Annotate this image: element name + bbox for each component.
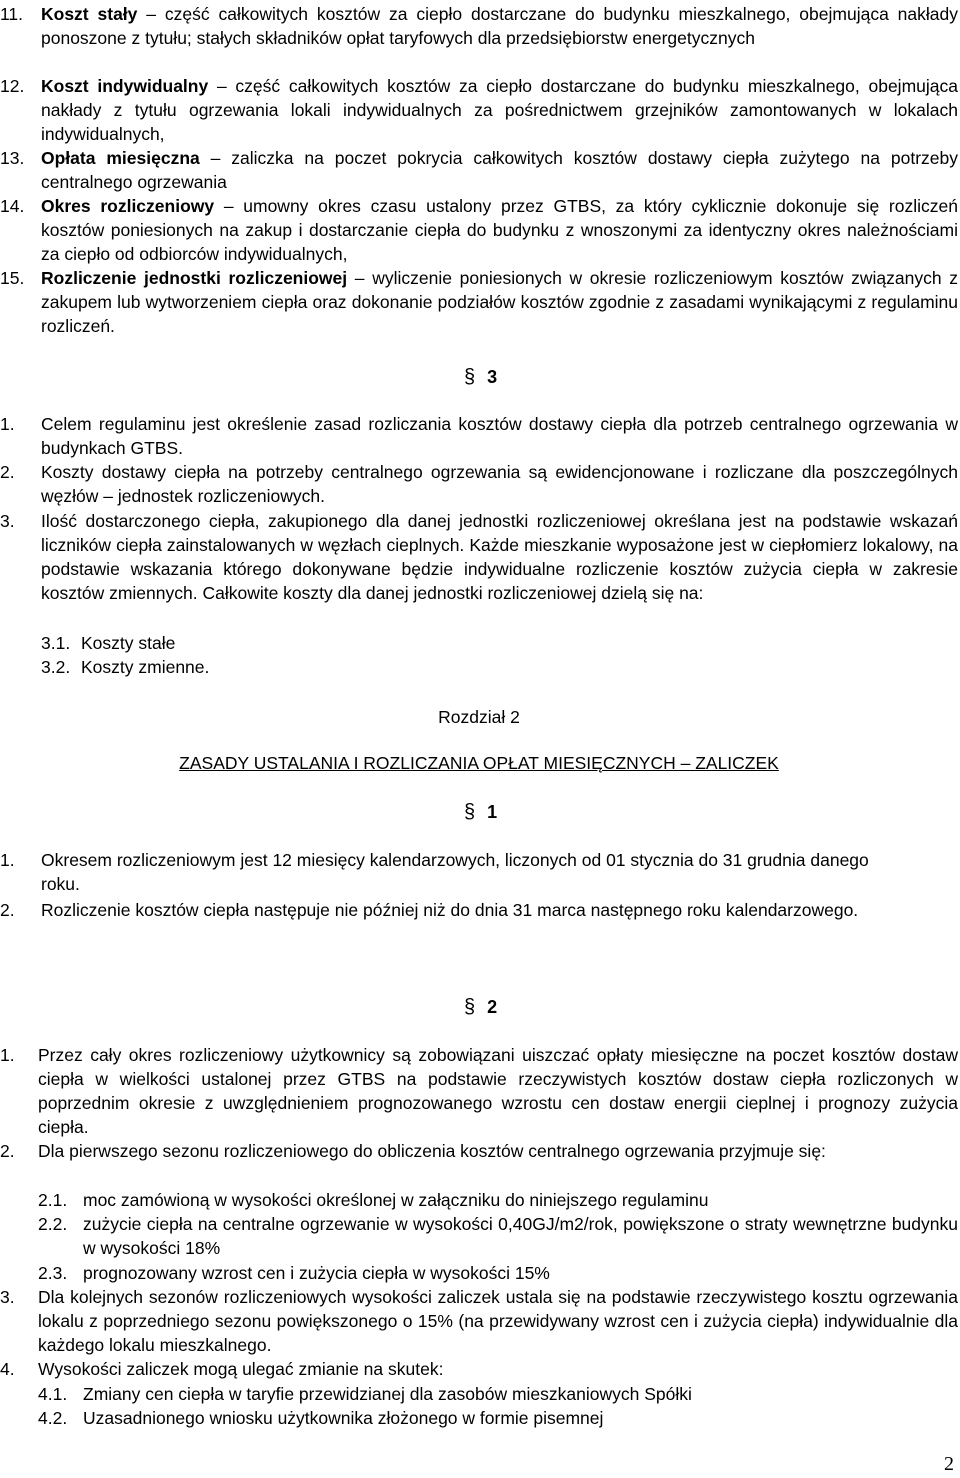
sec2-item-1	[0, 1043, 958, 1139]
definition-term: Rozliczenie jednostki rozliczeniowej	[41, 268, 348, 288]
item-text: Dla kolejnych sezonów rozliczeniowych wysokości zaliczek ustala się na podstawie rzeczywistego kosztu ogrzewania lokalu z poprzedniego sezonu powiększonego o 15% (na przewidywany wzrost cen i zużycia ciepła) indywidualnie dla każdego lokalu mieszkalnego.	[38, 1287, 958, 1355]
definition-term: Okres rozliczeniowy	[41, 196, 215, 216]
definition-text: – wyliczenie poniesionych w okresie rozliczeniowym kosztów związanych z zakupem lub wytworzeniem ciepła oraz dokonanie podziałów kosztów zgodnie z zasadami wynikającymi z regulaminu rozliczeń.	[41, 268, 958, 336]
item-number: 2.3.	[38, 1263, 68, 1283]
definition-15	[0, 266, 958, 338]
sec3-item-1	[0, 412, 958, 460]
sec2-subitem-4-1	[38, 1382, 958, 1406]
sec3-item-2	[0, 460, 958, 508]
item-text: Przez cały okres rozliczeniowy użytkownicy są zobowiązani uiszczać opłaty miesięczne na poczet kosztów dostaw ciepła w wielkości ustalonej przez GTBS na podstawie rzeczywistych kosztów dostaw ciepła rozliczonych w poprzednim okresie z uwzględnieniem prognozowanego wzrostu cen dostaw energii cieplnej i prognozy zużycia ciepła.	[38, 1045, 958, 1137]
section-sign: §	[464, 801, 476, 823]
item-number: 2.2.	[38, 1214, 68, 1234]
item-text: Celem regulaminu jest określenie zasad rozliczania kosztów dostawy ciepła dla potrzeb centralnego ogrzewania w budynkach GTBS.	[41, 414, 958, 458]
sec2-subitem-2-3	[38, 1261, 958, 1285]
item-number: 2.1.	[38, 1190, 68, 1210]
sec2-subitem-4-2	[38, 1406, 958, 1430]
section-label: 3	[487, 367, 498, 387]
section-heading-2	[464, 996, 497, 1018]
item-text: Wysokości zaliczek mogą ulegać zmianie na skutek:	[38, 1359, 444, 1379]
definition-14	[0, 194, 958, 266]
chapter-title: ZASADY USTALANIA I ROZLICZANIA OPŁAT MIESIĘCZNYCH – ZALICZEK	[179, 753, 779, 773]
item-text: Uzasadnionego wniosku użytkownika złożonego w formie pisemnej	[83, 1408, 604, 1428]
item-text: Rozliczenie kosztów ciepła następuje nie później niż do dnia 31 marca następnego roku kalendarzowego.	[41, 900, 859, 920]
sec2-subitem-2-2	[38, 1212, 958, 1260]
item-text: Dla pierwszego sezonu rozliczeniowego do obliczenia kosztów centralnego ogrzewania przyjmuje się:	[38, 1141, 826, 1161]
definition-13	[0, 146, 958, 194]
item-text: Koszty dostawy ciepła na potrzeby centralnego ogrzewania są ewidencjonowane i rozliczane dla poszczególnych węzłów – jednostek rozliczeniowych.	[41, 462, 958, 506]
section-heading-3	[464, 366, 497, 388]
page-number: 2	[944, 1453, 954, 1475]
section-sign: §	[464, 996, 476, 1018]
item-number: 12.	[0, 76, 25, 96]
item-number: 14.	[0, 196, 25, 216]
item-number: 3.	[0, 511, 15, 531]
item-text: Koszty stałe	[81, 633, 176, 653]
sec1-item-1	[0, 848, 958, 896]
sec3-subitem-2	[41, 655, 958, 679]
item-text: zużycie ciepła na centralne ogrzewanie w wysokości 0,40GJ/m2/rok, powiększone o straty wewnętrzne budynku w wysokości 18%	[83, 1214, 958, 1258]
section-label: 2	[487, 997, 498, 1017]
sec1-item-2	[0, 898, 958, 922]
item-number: 4.1.	[38, 1384, 68, 1404]
item-number: 2.	[0, 900, 15, 920]
sec2-item-3	[0, 1285, 958, 1357]
definition-text: – zaliczka na poczet pokrycia całkowitych kosztów dostawy ciepła zużytego na potrzeby centralnego ogrzewania	[41, 148, 958, 192]
item-number: 13.	[0, 148, 25, 168]
section-label: 1	[487, 802, 498, 822]
item-number: 4.2.	[38, 1408, 68, 1428]
sec2-item-2	[0, 1139, 958, 1163]
definition-11	[0, 2, 958, 50]
item-number: 4.	[0, 1359, 15, 1379]
item-text: moc zamówioną w wysokości określonej w załączniku do niniejszego regulaminu	[83, 1190, 709, 1210]
chapter-label: Rozdział 2	[438, 707, 520, 727]
item-number: 2.	[0, 462, 15, 482]
item-text: Koszty zmienne.	[81, 657, 210, 677]
item-text: prognozowany wzrost cen i zużycia ciepła w wysokości 15%	[83, 1263, 550, 1283]
item-number: 15.	[0, 268, 25, 288]
item-number: 1.	[0, 850, 15, 870]
sec2-subitem-2-1	[38, 1188, 958, 1212]
item-text: Ilość dostarczonego ciepła, zakupionego dla danej jednostki rozliczeniowej określana jest na podstawie wskazań liczników ciepła zainstalowanych w węzłach cieplnych. Każde mieszkanie wyposażone jest w ciepłomierz lokalowy, na podstawie wskazania którego dokonywane będzie indywidualne rozliczenie kosztów zużycia ciepła w zakresie kosztów zmiennych. Całkowite koszty dla danej jednostki rozliczeniowej dzielą się na:	[41, 511, 958, 603]
definition-text: – część całkowitych kosztów za ciepło dostarczane do budynku mieszkalnego, obejmująca nakłady ponoszone z tytułu; stałych składników opłat taryfowych dla przedsiębiorstw energetycznych	[41, 4, 959, 48]
sec2-item-4	[0, 1357, 958, 1381]
section-sign: §	[464, 366, 476, 388]
sec3-subitem-1	[41, 631, 958, 655]
item-number: 3.2.	[41, 657, 71, 677]
item-number: 2.	[0, 1141, 15, 1161]
definition-term: Opłata miesięczna	[41, 148, 200, 168]
definition-term: Koszt indywidualny	[41, 76, 209, 96]
sec3-item-3	[0, 509, 958, 605]
definition-text: – część całkowitych kosztów za ciepło dostarczane do budynku mieszkalnego, obejmująca nakłady z tytułu ogrzewania lokali indywidualnych za pośrednictwem grzejników zamontowanych w lokalach indywidualnych,	[41, 76, 958, 144]
item-number: 3.1.	[41, 633, 71, 653]
definition-term: Koszt stały	[41, 4, 138, 24]
item-number: 11.	[0, 4, 24, 24]
item-number: 1.	[0, 414, 15, 434]
section-heading-1	[464, 801, 497, 823]
definition-text: – umowny okres czasu ustalony przez GTBS, za który cyklicznie dokonuje się rozliczeń kosztów poniesionych na zakup i dostarczanie ciepła do budynku z wnoszonymi za identyczny okres należnościami za ciepło od odbiorców indywidualnych,	[41, 196, 958, 264]
item-text: Zmiany cen ciepła w taryfie przewidzianej dla zasobów mieszkaniowych Spółki	[83, 1384, 692, 1404]
definition-12	[0, 74, 958, 146]
item-number: 1.	[0, 1045, 15, 1065]
item-text: Okresem rozliczeniowym jest 12 miesięcy kalendarzowych, liczonych od 01 stycznia do 31 grudnia danego roku.	[41, 850, 869, 894]
item-number: 3.	[0, 1287, 15, 1307]
